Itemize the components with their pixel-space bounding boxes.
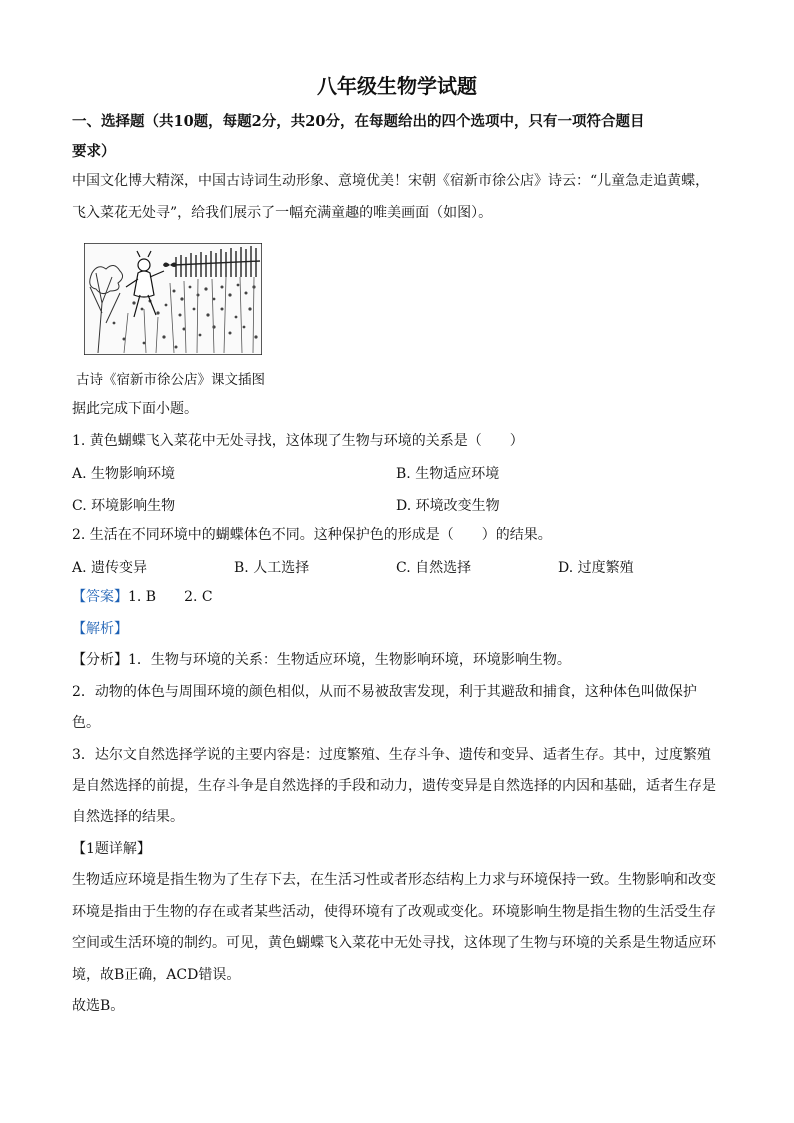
analysis-line-5: 是自然选择的前提，生存斗争是自然选择的手段和动力，遗传变异是自然选择的内因和基础，适者生存是 xyxy=(72,778,716,794)
illustration-image xyxy=(84,243,262,355)
detail-line-5: 故选B。 xyxy=(72,998,125,1014)
intro-line-1: 中国文化博大精深，中国古诗词生动形象、意境优美！宋朝《宿新市徐公店》诗云：“儿童急走追黄蝶， xyxy=(72,173,710,189)
figure-caption: 古诗《宿新市徐公店》课文插图 xyxy=(76,372,265,388)
question-2-option-a: A. 遗传变异 xyxy=(72,560,148,576)
lead-text: 据此完成下面小题。 xyxy=(72,401,198,417)
question-1-option-d: D. 环境改变生物 xyxy=(396,498,500,514)
analysis-line-6: 自然选择的结果。 xyxy=(72,809,184,825)
question-1-stem: 1. 黄色蝴蝶飞入菜花中无处寻找，这体现了生物与环境的关系是（ ） xyxy=(72,433,524,449)
detail-label: 【1题详解】 xyxy=(72,841,151,857)
question-2-option-d: D. 过度繁殖 xyxy=(558,560,634,576)
answer-text: 1. B 2. C xyxy=(128,589,213,605)
detail-line-3: 空间或生活环境的制约。可见，黄色蝴蝶飞入菜花中无处寻找，这体现了生物与环境的关系是生物适应环 xyxy=(72,935,716,951)
question-2-option-b: B. 人工选择 xyxy=(234,560,310,576)
page-title: 八年级生物学试题 xyxy=(317,74,477,98)
analysis-line-3: 色。 xyxy=(72,715,100,731)
analysis-label: 【解析】 xyxy=(72,621,128,637)
detail-line-4: 境，故B正确，ACD错误。 xyxy=(72,967,241,983)
question-2-option-c: C. 自然选择 xyxy=(396,560,472,576)
section-heading-line-2: 要求） xyxy=(72,143,116,160)
section-heading-line-1: 一、选择题（共10题，每题2分，共20分，在每题给出的四个选项中，只有一项符合题目 xyxy=(72,113,645,130)
intro-line-2: 飞入菜花无处寻”，给我们展示了一幅充满童趣的唯美画面（如图）。 xyxy=(72,205,493,221)
answer-label: 【答案】 xyxy=(72,589,128,605)
analysis-line-1: 【分析】1．生物与环境的关系：生物适应环境，生物影响环境，环境影响生物。 xyxy=(72,652,571,668)
question-1-option-a: A. 生物影响环境 xyxy=(72,466,176,482)
analysis-line-4: 3．达尔文自然选择学说的主要内容是：过度繁殖、生存斗争、遗传和变异、适者生存。其中，过度繁殖 xyxy=(72,747,711,763)
question-1-option-c: C. 环境影响生物 xyxy=(72,498,176,514)
question-2-stem: 2. 生活在不同环境中的蝴蝶体色不同。这种保护色的形成是（ ）的结果。 xyxy=(72,527,552,543)
analysis-line-2: 2．动物的体色与周围环境的颜色相似，从而不易被敌害发现，利于其避敌和捕食，这种体色叫做保护 xyxy=(72,684,697,700)
detail-line-1: 生物适应环境是指生物为了生存下去，在生活习性或者形态结构上力求与环境保持一致。生物影响和改变 xyxy=(72,872,716,888)
answer-line xyxy=(72,588,213,606)
detail-line-2: 环境是指由于生物的存在或者某些活动，使得环境有了改观或变化。环境影响生物是指生物的生活受生存 xyxy=(72,904,716,920)
question-1-option-b: B. 生物适应环境 xyxy=(396,466,500,482)
